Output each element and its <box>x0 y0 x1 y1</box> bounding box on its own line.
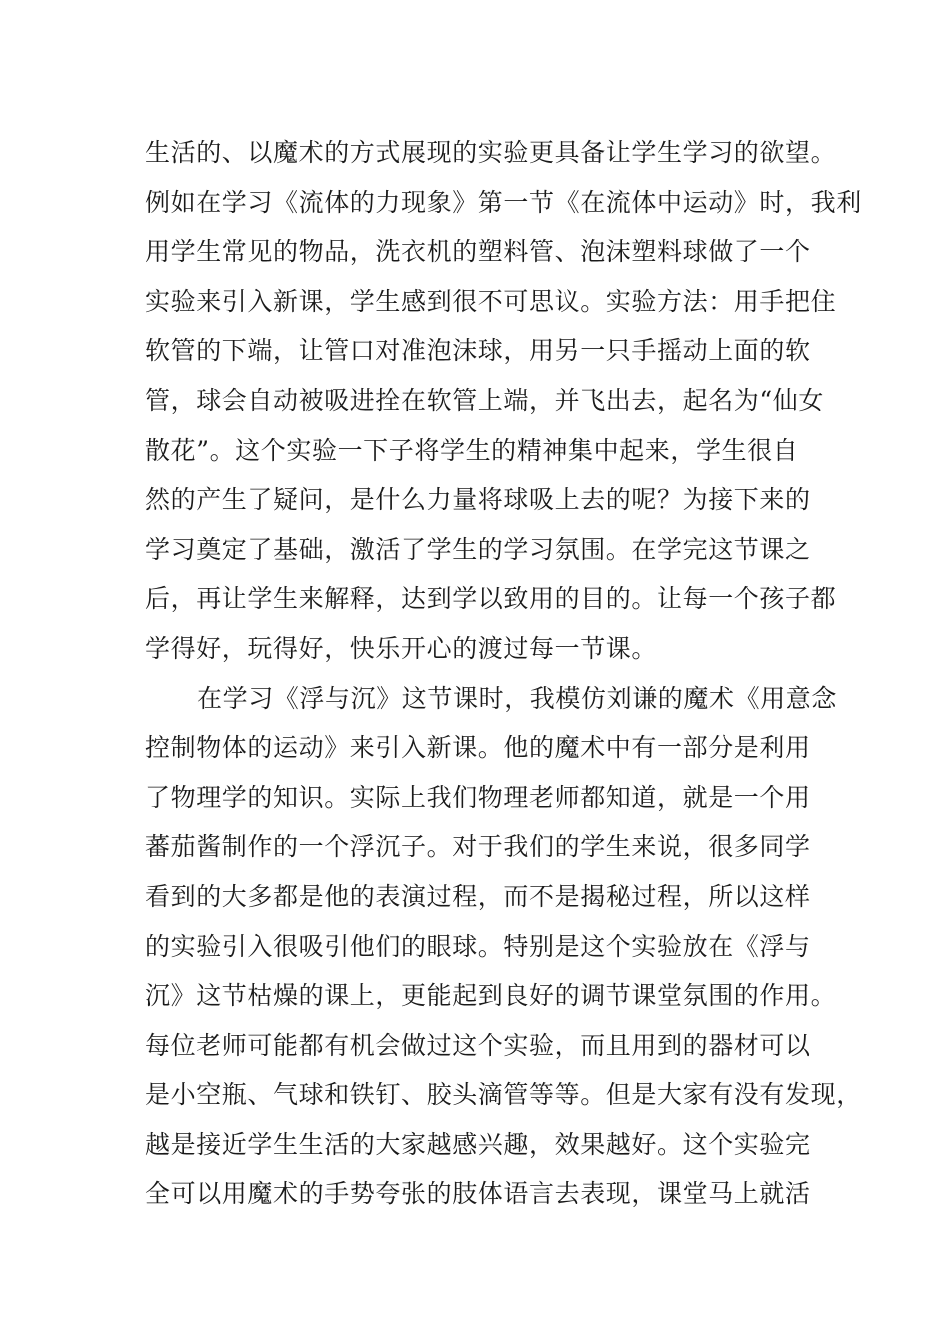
text-line: 是小空瓶、气球和铁钉、胶头滴管等等。但是大家有没有发现， <box>145 1080 862 1110</box>
text-line: 用学生常见的物品，洗衣机的塑料管、泡沫塑料球做了一个 <box>145 237 811 267</box>
text-line: 生活的、以魔术的方式展现的实验更具备让学生学习的欲望。 <box>145 138 837 167</box>
text-line: 后，再让学生来解释，达到学以致用的目的。让每一个孩子都 <box>145 584 837 614</box>
text-line: 每位老师可能都有机会做过这个实验，而且用到的器材可以 <box>145 1030 811 1060</box>
text-line: 管，球会自动被吸进拴在软管上端，并飞出去，起名为“仙女 <box>145 385 824 415</box>
text-line: 蕃茄酱制作的一个浮沉子。对于我们的学生来说，很多同学 <box>145 832 811 862</box>
body-text <box>145 128 862 1219</box>
text-line: 全可以用魔术的手势夸张的肢体语言去表现，课堂马上就活 <box>145 1179 811 1209</box>
text-line: 看到的大多都是他的表演过程，而不是揭秘过程，所以这样 <box>145 881 811 911</box>
text-line-indented: 在学习《浮与沉》这节课时，我模仿刘谦的魔术《用意念 <box>197 683 838 713</box>
text-line: 学得好，玩得好，快乐开心的渡过每一节课。 <box>145 633 658 663</box>
text-line: 例如在学习《流体的力现象》第一节《在流体中运动》时，我利 <box>145 187 862 217</box>
text-line: 软管的下端，让管口对准泡沫球，用另一只手摇动上面的软 <box>145 336 811 366</box>
text-line: 散花”。这个实验一下子将学生的精神集中起来，学生很自 <box>145 435 799 465</box>
paragraph-2 <box>145 674 862 1220</box>
text-line: 沉》这节枯燥的课上，更能起到良好的调节课堂氛围的作用。 <box>145 981 837 1011</box>
text-line: 然的产生了疑问，是什么力量将球吸上去的呢？为接下来的 <box>145 485 811 515</box>
paragraph-1 <box>145 128 862 674</box>
text-line: 越是接近学生生活的大家越感兴趣，效果越好。这个实验完 <box>145 1129 811 1159</box>
text-line: 的实验引入很吸引他们的眼球。特别是这个实验放在《浮与 <box>145 931 811 961</box>
text-line: 实验来引入新课，学生感到很不可思议。实验方法：用手把住 <box>145 286 837 316</box>
text-line: 控制物体的运动》来引入新课。他的魔术中有一部分是利用 <box>145 733 811 763</box>
text-line: 学习奠定了基础，激活了学生的学习氛围。在学完这节课之 <box>145 534 811 564</box>
text-line: 了物理学的知识。实际上我们物理老师都知道，就是一个用 <box>145 782 811 812</box>
